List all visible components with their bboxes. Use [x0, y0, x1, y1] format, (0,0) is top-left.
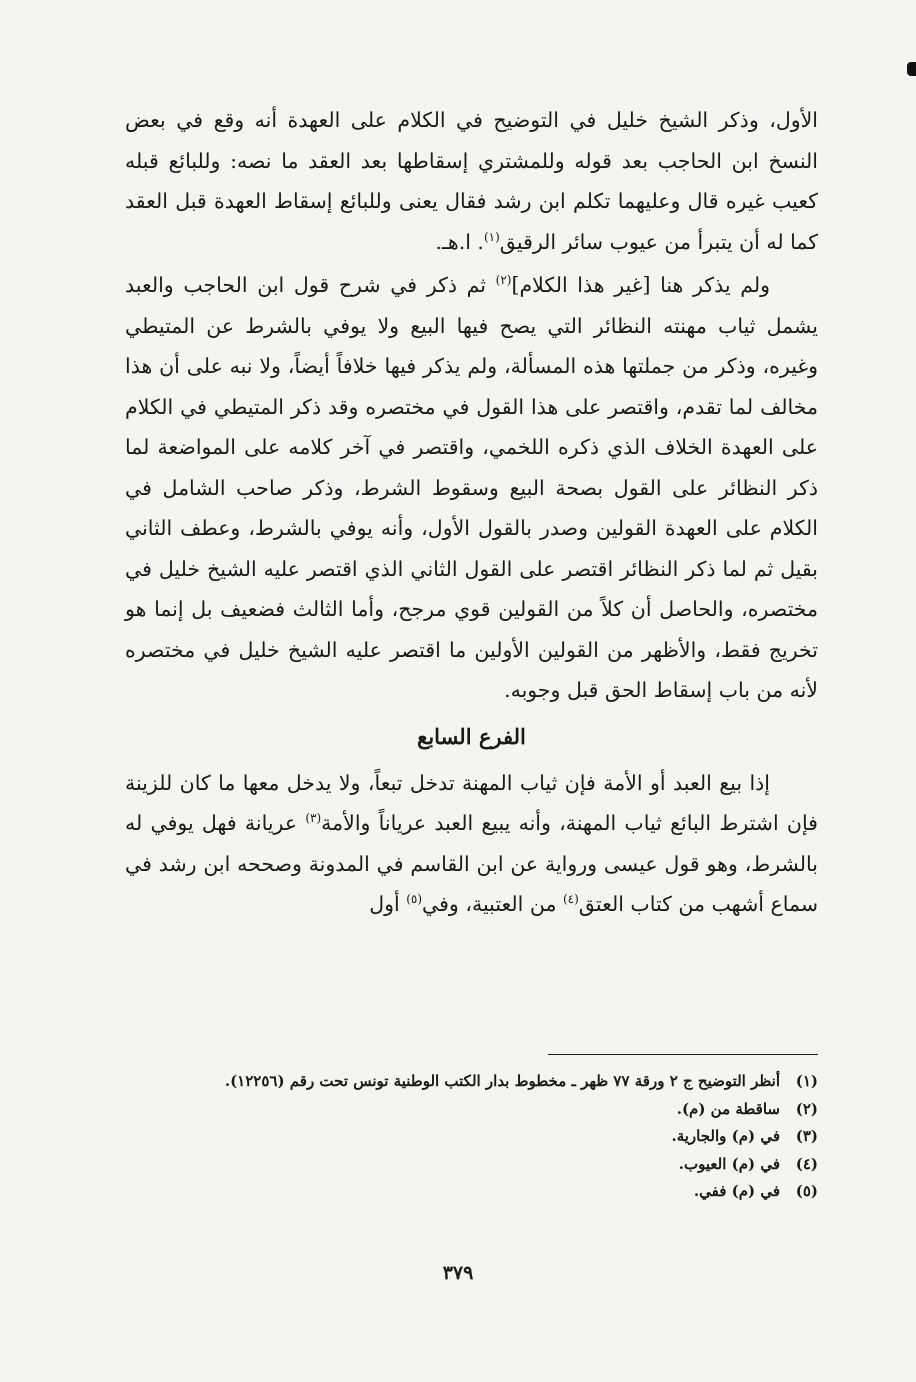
footnote-5	[300, 1178, 818, 1206]
paragraph-1-tail: . ا.هـ.	[435, 229, 484, 254]
footnote-4	[300, 1151, 818, 1179]
section-heading: الفرع السابع	[417, 723, 526, 749]
page-edge-mark	[907, 62, 916, 76]
footnote-number: (١)	[795, 1072, 818, 1090]
paragraph-2-text: ثم ذكر في شرح قول ابن الحاجب والعبد يشمل ثياب مهنته النظائر التي يصح فيها البيع ولا يوفي بالشرط عن المتيطي وغيره، وذكر من جملتها هذه المسألة، ولم يذكر فيها خلافاً أيضاً، ولا نبه على أن هذا مخالف لما تقدم، واقتصر على هذا القول في مختصره وقد ذكر المتيطي في الكلام على العهدة الخلاف الذي ذكره اللخمي، واقتصر في آخر كلامه على المواضعة لما ذكر النظائر على القول بصحة البيع وسقوط الشرط، وذكر صاحب الشامل في الكلام على العهدة القولين وصدر بالقول الأول، وأنه يوفي بالشرط، وعطف الثاني بقيل ثم لما ذكر النظائر اقتصر على القول الثاني الذي اقتصر عليه الشيخ خليل في مختصره، والحاصل أن كلاً من القولين قوي مرجح، وأما الثالث فضعيف بل إنما هو تخريج فقط، والأظهر من القولين الأولين ما اقتصر عليه الشيخ خليل في مختصره لأنه من باب إسقاط الحق قبل وجوبه.	[125, 273, 818, 702]
footnote-number: (٤)	[795, 1154, 818, 1173]
footnote-ref-4[interactable]: (٤)	[562, 892, 579, 907]
paragraph-1-text: الأول، وذكر الشيخ خليل في التوضيح في الكلام على العهدة أنه وقع في بعض النسخ ابن الحاجب بعد قوله وللمشتري إسقاطها بعد العقد ما نصه: وللبائع قبله كعيب غيره قال وعليهما تكلم ابن رشد فقال يعنى وللبائع إسقاط العهدة قبل العقد كما له أن يتبرأ من عيوب سائر الرقيق	[125, 108, 818, 254]
main-text	[125, 100, 818, 925]
footnote-text: في (م) والجارية.	[671, 1127, 780, 1145]
footnote-divider	[548, 1054, 818, 1055]
footnote-text: ساقطة من (م).	[676, 1099, 780, 1118]
footnotes	[224, 1068, 818, 1206]
paragraph-3-text-a: إذا بيع العبد أو الأمة فإن ثياب المهنة تدخل تبعاً، ولا يدخل معها ما كان للزينة فإن اشترط البائع ثياب المهنة، وأنه يبيع العبد عرياناً والأمة	[125, 770, 818, 835]
paragraph-3-text-d: أول	[369, 892, 407, 916]
footnote-text: في (م) العيوب.	[678, 1154, 780, 1173]
paragraph-3-text-b: عريانة فهل يوفي له بالشرط، وهو قول عيسى ورواية عن ابن القاسم في المدونة وصححه ابن رشد في سماع أشهب من كتاب العتق	[125, 811, 818, 916]
footnote-ref-2[interactable]: (٢)	[495, 273, 512, 288]
footnote-text: في (م) ففي.	[693, 1182, 780, 1200]
footnote-2	[300, 1096, 818, 1124]
paragraph-2-lead: ولم يذكر هنا [غير هذا الكلام]	[511, 273, 770, 297]
footnote-ref-3[interactable]: (٣)	[305, 811, 322, 826]
footnote-number: (٢)	[795, 1099, 818, 1118]
footnote-number: (٣)	[795, 1127, 818, 1145]
paragraph-2	[125, 265, 818, 711]
page-number: ٣٧٩	[442, 1262, 474, 1284]
paragraph-3-text-c: من العتبية، وفي	[422, 892, 563, 916]
paragraph-1	[125, 100, 818, 262]
footnote-ref-5[interactable]: (٥)	[406, 892, 423, 907]
footnote-3	[300, 1123, 818, 1151]
footnote-ref-1[interactable]: (١)	[483, 229, 500, 244]
footnote-1	[224, 1068, 818, 1096]
paragraph-3	[125, 763, 818, 925]
footnote-text: أنظر التوضيح ج ٢ ورقة ٧٧ ظهر ـ مخطوط بدار الكتب الوطنية تونس تحت رقم (١٢٢٥٦).	[224, 1072, 780, 1090]
footnote-number: (٥)	[795, 1182, 818, 1200]
